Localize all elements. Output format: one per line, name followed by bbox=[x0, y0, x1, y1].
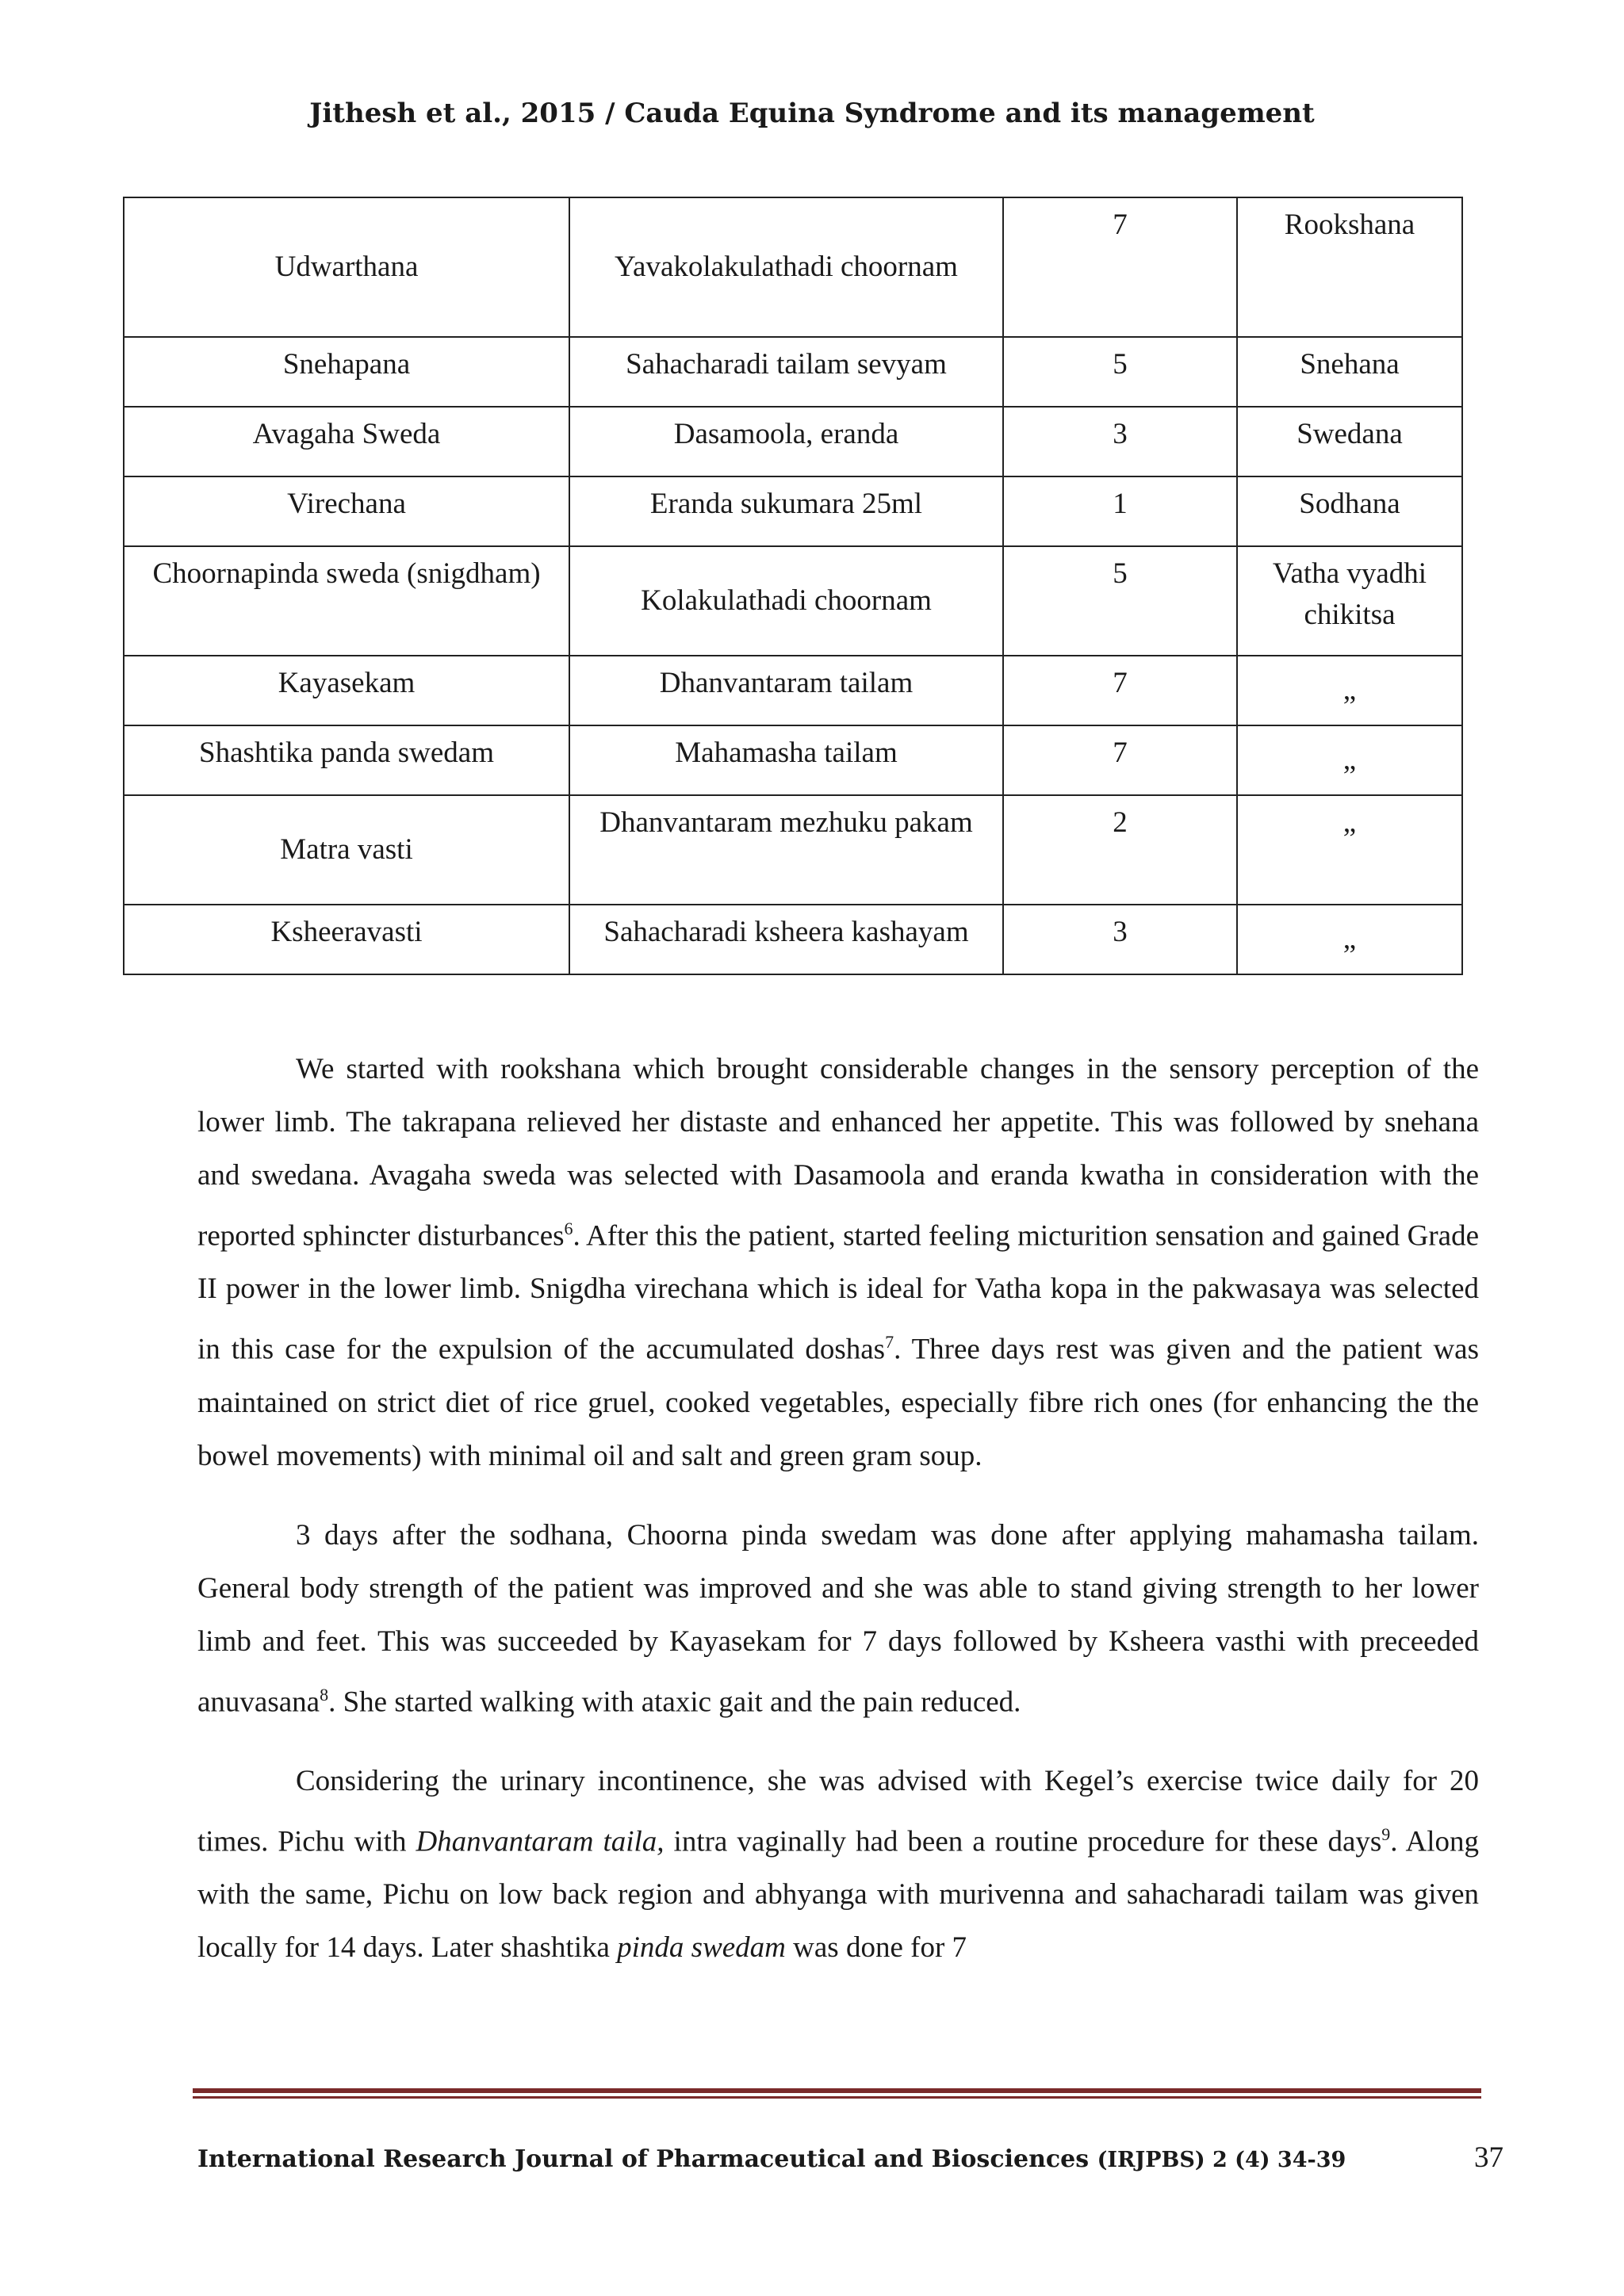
footer-journal: International Research Journal of Pharmaceutical and Biosciences (IRJPBS) 2 (4) 34-39 bbox=[197, 2145, 1346, 2173]
table-cell: Matra vasti bbox=[124, 795, 569, 905]
table-cell: 7 bbox=[1003, 656, 1237, 725]
table-cell: Kolakulathadi choornam bbox=[569, 546, 1003, 656]
table-cell: Dhanvantaram tailam bbox=[569, 656, 1003, 725]
footer-rule bbox=[193, 2088, 1481, 2093]
table-cell: Dasamoola, eranda bbox=[569, 407, 1003, 476]
table-cell: Kayasekam bbox=[124, 656, 569, 725]
paragraph: 3 days after the sodhana, Choorna pinda swedam was done after applying mahamasha tailam. General body strength of the patient was improved and she was able to stand giving strength to her lower limb and feet. This was succeeded by Kayasekam for 7 days followed by Ksheera vasthi with preceeded anuvasana$^8$. She started walking with ataxic gait and the pain reduced. bbox=[197, 1518, 1479, 1718]
table-row bbox=[124, 656, 1462, 725]
table-cell: Dhanvantaram mezhuku pakam bbox=[569, 795, 1003, 905]
treatment-table bbox=[123, 197, 1463, 975]
table-row bbox=[124, 795, 1462, 905]
table-cell: Rookshana bbox=[1237, 197, 1462, 337]
reference-superscript: 9 bbox=[1381, 1823, 1391, 1844]
table-cell: Mahamasha tailam bbox=[569, 725, 1003, 795]
table-cell: 2 bbox=[1003, 795, 1237, 905]
table-cell: Udwarthana bbox=[124, 197, 569, 337]
table-cell: „ bbox=[1237, 905, 1462, 974]
reference-superscript: 6 bbox=[564, 1219, 573, 1238]
footer-rule-thin bbox=[193, 2096, 1481, 2099]
reference-superscript: 7 bbox=[885, 1332, 894, 1353]
table-row bbox=[124, 197, 1462, 337]
paragraph: We started with rookshana which brought considerable changes in the sensory perception of the lower limb. The takrapana relieved her distaste and enhanced her appetite. This was followed by snehana and swedana. Avagaha sweda was selected with Dasamoola and eranda kwatha in consideration with the reported sphincter disturbances$^6$. After this the patient, started feeling micturition sensation and gained Grade II power in the lower limb. Snigdha virechana which is ideal for Vatha kopa in the pakwasaya was selected in this case for the expulsion of the accumulated doshas$^7$. Three days rest was given and the patient was maintained on strict diet of rice gruel, cooked vegetables, especially fibre rich ones (for enhancing the the bowel movements) with minimal oil and salt and green gram soup. bbox=[197, 1053, 1480, 1472]
table-row bbox=[124, 905, 1462, 974]
table-cell: Ksheeravasti bbox=[124, 905, 569, 974]
table-cell: Sahacharadi tailam sevyam bbox=[569, 337, 1003, 407]
table-row bbox=[124, 407, 1462, 476]
table-cell: „ bbox=[1237, 725, 1462, 795]
running-head: Jithesh et al., 2015 / Cauda Equina Syndrome and its management bbox=[309, 98, 1315, 129]
table-cell: 7 bbox=[1003, 725, 1237, 795]
reference-superscript: 8 bbox=[320, 1684, 329, 1705]
table-cell: Sodhana bbox=[1237, 476, 1462, 546]
table-cell: Snehapana bbox=[124, 337, 569, 407]
table-row bbox=[124, 725, 1462, 795]
body-text bbox=[197, 1043, 1479, 2000]
table-cell: „ bbox=[1237, 795, 1462, 905]
table-cell: „ bbox=[1237, 656, 1462, 725]
table-cell: 1 bbox=[1003, 476, 1237, 546]
table-cell: Sahacharadi ksheera kashayam bbox=[569, 905, 1003, 974]
table-cell: 7 bbox=[1003, 197, 1237, 337]
table-cell: Eranda sukumara 25ml bbox=[569, 476, 1003, 546]
table-row bbox=[124, 546, 1462, 656]
table-cell: Choornapinda sweda (snigdham) bbox=[124, 546, 569, 656]
table-cell: Swedana bbox=[1237, 407, 1462, 476]
table-cell: Vatha vyadhi chikitsa bbox=[1237, 546, 1462, 656]
table-cell: 5 bbox=[1003, 546, 1237, 656]
table-row bbox=[124, 476, 1462, 546]
table-cell: Yavakolakulathadi choornam bbox=[569, 197, 1003, 337]
table-cell: Snehana bbox=[1237, 337, 1462, 407]
table-row bbox=[124, 337, 1462, 407]
table-cell: Avagaha Sweda bbox=[124, 407, 569, 476]
table-cell: 5 bbox=[1003, 337, 1237, 407]
paragraph: Considering the urinary incontinence, she was advised with Kegel’s exercise twice daily for 20 times. Pichu with Dhanvantaram taila, intra vaginally had been a routine procedure for these days$^9$. Along with the same, Pichu on low back region and abhyanga with murivenna and sahacharadi tailam was given locally for 14 days. Later shashtika pinda swedam was done for 7 bbox=[197, 1764, 1479, 1965]
table-cell: 3 bbox=[1003, 905, 1237, 974]
page-number: 37 bbox=[1474, 2141, 1503, 2174]
table-cell: 3 bbox=[1003, 407, 1237, 476]
table-cell: Shashtika panda swedam bbox=[124, 725, 569, 795]
table-cell: Virechana bbox=[124, 476, 569, 546]
